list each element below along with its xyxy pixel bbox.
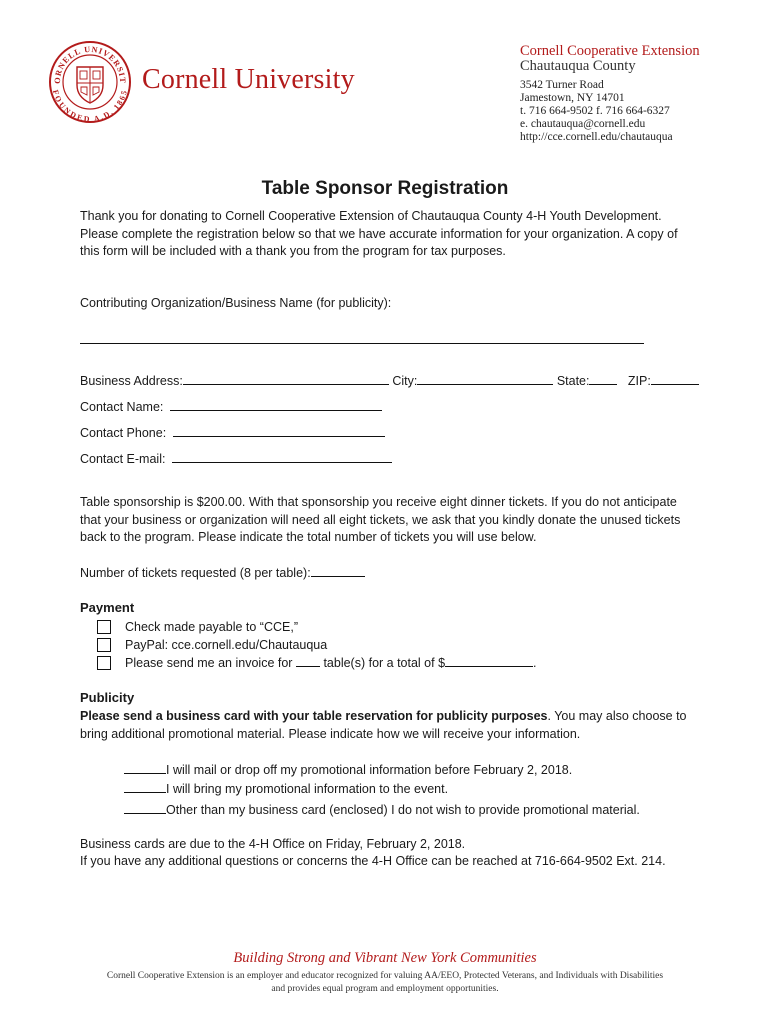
contact-phone-label: Contact Phone: bbox=[80, 426, 167, 440]
paypal-checkbox[interactable] bbox=[97, 638, 111, 652]
publicity-rest-text: . You may also choose to bring additional promotional material. Please indicate how we will receive your information. bbox=[80, 709, 687, 741]
publicity-option-mail bbox=[124, 761, 572, 779]
tickets-label: Number of tickets requested (8 per table): bbox=[80, 566, 311, 580]
payment-option-check bbox=[97, 618, 298, 636]
contact-name-input-line[interactable] bbox=[170, 398, 382, 411]
seal-top-text: ORNELL UNIVERSIT bbox=[52, 44, 128, 84]
invoice-label-start: Please send me an invoice for bbox=[125, 656, 293, 670]
contact-email-row bbox=[80, 450, 392, 468]
office-name: Cornell Cooperative Extension bbox=[520, 43, 700, 59]
bring-option-blank[interactable] bbox=[124, 780, 166, 793]
city-label: City: bbox=[392, 374, 418, 388]
address-label: Business Address: bbox=[80, 374, 183, 388]
contact-email-input-line[interactable] bbox=[172, 450, 392, 463]
footer-notice-line2: and provides equal program and employment opportunities. bbox=[271, 983, 499, 994]
state-label: State: bbox=[556, 374, 590, 388]
org-name-input-line[interactable] bbox=[80, 343, 644, 344]
office-block bbox=[520, 44, 700, 144]
invoice-total-input-line[interactable] bbox=[445, 654, 533, 667]
cornell-seal-logo bbox=[48, 40, 132, 124]
city-state-zip: Jamestown, NY 14701 bbox=[520, 92, 625, 104]
other-option-blank[interactable] bbox=[124, 801, 166, 814]
tickets-row bbox=[80, 564, 365, 582]
publicity-option-bring bbox=[124, 780, 448, 798]
contact-email-label: Contact E-mail: bbox=[80, 452, 166, 466]
zip-label: ZIP: bbox=[627, 374, 651, 388]
publicity-bold-text: Please send a business card with your table reservation for publicity purposes bbox=[80, 709, 548, 723]
address-block bbox=[520, 79, 700, 144]
contact-phone-row bbox=[80, 424, 385, 442]
intro-paragraph: Thank you for donating to Cornell Cooperative Extension of Chautauqua County 4-H Youth Development. Please complete the registration below so that we have accurate information for your organization. A copy of this form will be included with a thank you from the program for tax purposes. bbox=[80, 209, 678, 258]
footer-notice bbox=[0, 970, 770, 995]
invoice-label-middle: table(s) for a total of $ bbox=[323, 656, 446, 670]
bring-option-label: I will bring my promotional information to the event. bbox=[166, 782, 449, 796]
street-address: 3542 Turner Road bbox=[520, 79, 604, 91]
tickets-input-line[interactable] bbox=[311, 564, 365, 577]
contact-line: If you have any additional questions or concerns the 4-H Office can be reached at 716-664-9502 Ext. 214. bbox=[80, 854, 666, 868]
footer-tagline: Building Strong and Vibrant New York Communities bbox=[233, 950, 537, 966]
publicity-option-other bbox=[124, 801, 640, 819]
contact-name-row bbox=[80, 398, 382, 416]
university-name: Cornell University bbox=[142, 64, 355, 95]
payment-heading: Payment bbox=[80, 600, 135, 615]
check-option-label: Check made payable to “CCE,” bbox=[125, 620, 298, 634]
contact-name-label: Contact Name: bbox=[80, 400, 164, 414]
county-name: Chautauqua County bbox=[520, 58, 636, 74]
email-address: e. chautauqua@cornell.edu bbox=[520, 118, 646, 130]
address-row bbox=[80, 372, 699, 390]
paypal-option-label: PayPal: cce.cornell.edu/Chautauqua bbox=[125, 638, 328, 652]
footer-notice-line1: Cornell Cooperative Extension is an employer and educator recognized for valuing AA/EEO, Protected Veterans, and Individuals with Disabilities bbox=[106, 971, 664, 981]
invoice-label-end: . bbox=[533, 656, 537, 670]
mail-option-label: I will mail or drop off my promotional information before February 2, 2018. bbox=[166, 763, 573, 777]
svg-text:CORNELL UNIVERSITY bbox=[48, 40, 127, 84]
city-input-line[interactable] bbox=[417, 372, 553, 385]
phone-fax: t. 716 664-9502 f. 716 664-6327 bbox=[520, 105, 670, 117]
check-checkbox[interactable] bbox=[97, 620, 111, 634]
address-input-line[interactable] bbox=[183, 372, 389, 385]
page-title: Table Sponsor Registration bbox=[261, 178, 509, 199]
org-label: Contributing Organization/Business Name (for publicity): bbox=[80, 296, 392, 310]
state-input-line[interactable] bbox=[589, 372, 617, 385]
other-option-label: Other than my business card (enclosed) I do not wish to provide promotional material. bbox=[166, 803, 640, 817]
payment-option-paypal bbox=[97, 636, 327, 654]
invoice-tables-input-line[interactable] bbox=[296, 654, 320, 667]
contact-phone-input-line[interactable] bbox=[173, 424, 385, 437]
due-line: Business cards are due to the 4-H Office on Friday, February 2, 2018. bbox=[80, 837, 466, 851]
publicity-heading: Publicity bbox=[80, 690, 135, 705]
sponsorship-paragraph: Table sponsorship is $200.00. With that sponsorship you receive eight dinner tickets. If you do not anticipate that your business or organization will need all eight tickets, we ask that you kindly donate the unused tickets back to the program. Please indicate the total number of tickets you will use below. bbox=[80, 495, 681, 544]
website-url: http://cce.cornell.edu/chautauqua bbox=[520, 131, 673, 143]
seal-bottom-text: FOUNDED A.D. 1865 bbox=[50, 88, 130, 124]
invoice-checkbox[interactable] bbox=[97, 656, 111, 670]
payment-option-invoice bbox=[97, 654, 537, 672]
publicity-paragraph bbox=[80, 708, 700, 743]
mail-option-blank[interactable] bbox=[124, 761, 166, 774]
zip-input-line[interactable] bbox=[651, 372, 699, 385]
